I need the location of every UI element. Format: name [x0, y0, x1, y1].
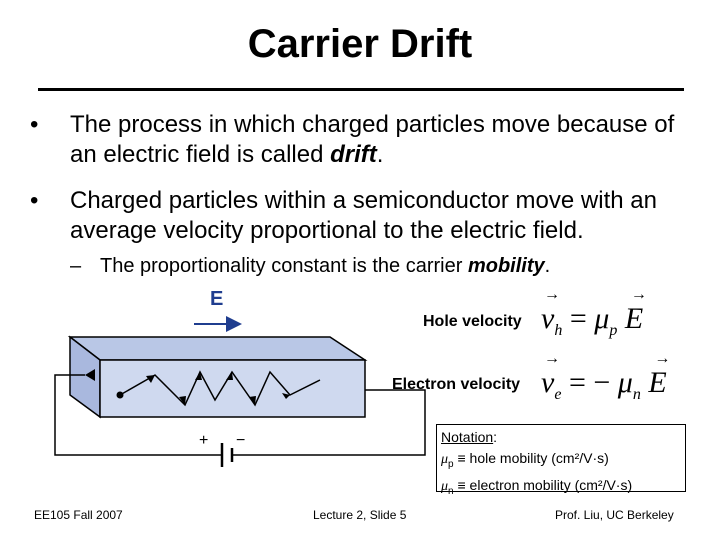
battery-plus: +	[199, 432, 209, 449]
notation-heading-row: Notation:	[441, 429, 498, 445]
footer-slide-number: Lecture 2, Slide 5	[313, 508, 407, 522]
notation-box	[436, 424, 686, 497]
notation-electron-text: ≡ electron mobility (cm²/V·s)	[457, 476, 633, 493]
notation-mu-n: μ	[441, 478, 449, 494]
bullet-2-text: Charged particles within a semiconductor move with an average velocity proportional to the electric field.	[70, 187, 657, 244]
battery-icon	[222, 443, 232, 467]
notation-hole-row	[441, 448, 681, 475]
sub-bullet-pre: The proportionality constant is the carrier	[100, 255, 468, 277]
sub-bullet-dash: –	[70, 255, 82, 277]
slide-title: Carrier Drift	[247, 22, 473, 66]
notation-p: p	[448, 458, 454, 470]
battery-minus: −	[236, 432, 246, 449]
footer-author: Prof. Liu, UC Berkeley	[555, 508, 674, 522]
hole-v-symbol: v	[541, 302, 555, 335]
bullet-1-text	[70, 110, 700, 170]
bullet-1-post: .	[376, 141, 384, 168]
hole-v	[541, 286, 560, 335]
sub-bullet-emphasis: mobility	[467, 255, 545, 277]
electron-v	[541, 350, 560, 399]
electron-velocity-label: Electron velocity	[392, 376, 521, 393]
electron-equals: = −	[568, 366, 611, 399]
sub-bullet-post: .	[544, 255, 551, 277]
notation-n: n	[448, 485, 454, 497]
electron-E-symbol: E	[648, 366, 667, 399]
electron-mu: μ	[617, 366, 633, 399]
notation-heading: Notation	[441, 429, 494, 445]
hole-v-subscript: h	[554, 322, 563, 339]
vector-arrow-icon: →	[630, 286, 647, 303]
bullet-dot: •	[30, 187, 39, 214]
notation-electron-row	[441, 475, 681, 502]
drift-diagram	[0, 280, 430, 480]
hole-mu-subscript: p	[609, 322, 618, 339]
semiconductor-bar	[70, 337, 365, 417]
footer-course: EE105 Fall 2007	[34, 508, 123, 522]
vector-arrow-icon: →	[544, 350, 560, 367]
electron-mu-subscript: n	[632, 386, 641, 403]
hole-E-symbol: E	[624, 302, 644, 335]
electron-E	[648, 350, 671, 399]
electron-velocity-equation	[541, 350, 671, 404]
field-label: E	[210, 288, 224, 310]
notation-hole-text: ≡ hole mobility (cm²/V·s)	[457, 450, 609, 466]
vector-arrow-icon: →	[544, 286, 560, 303]
notation-mu-p: μ	[441, 452, 449, 467]
bullet-1-pre: The process in which charged particles move because of an electric field is called	[70, 111, 675, 168]
bullet-1-emphasis: drift	[330, 141, 377, 168]
electron-v-symbol: v	[541, 366, 555, 399]
hole-mu: μ	[594, 302, 610, 335]
vector-arrow-icon: →	[654, 350, 671, 367]
hole-velocity-equation	[541, 286, 647, 340]
hole-equals: =	[569, 302, 587, 335]
bullet-dot: •	[30, 111, 39, 138]
hole-E	[624, 286, 647, 335]
title-divider	[38, 88, 684, 91]
electron-v-subscript: e	[554, 386, 562, 403]
hole-velocity-label: Hole velocity	[423, 313, 522, 330]
sub-bullet	[70, 255, 660, 278]
